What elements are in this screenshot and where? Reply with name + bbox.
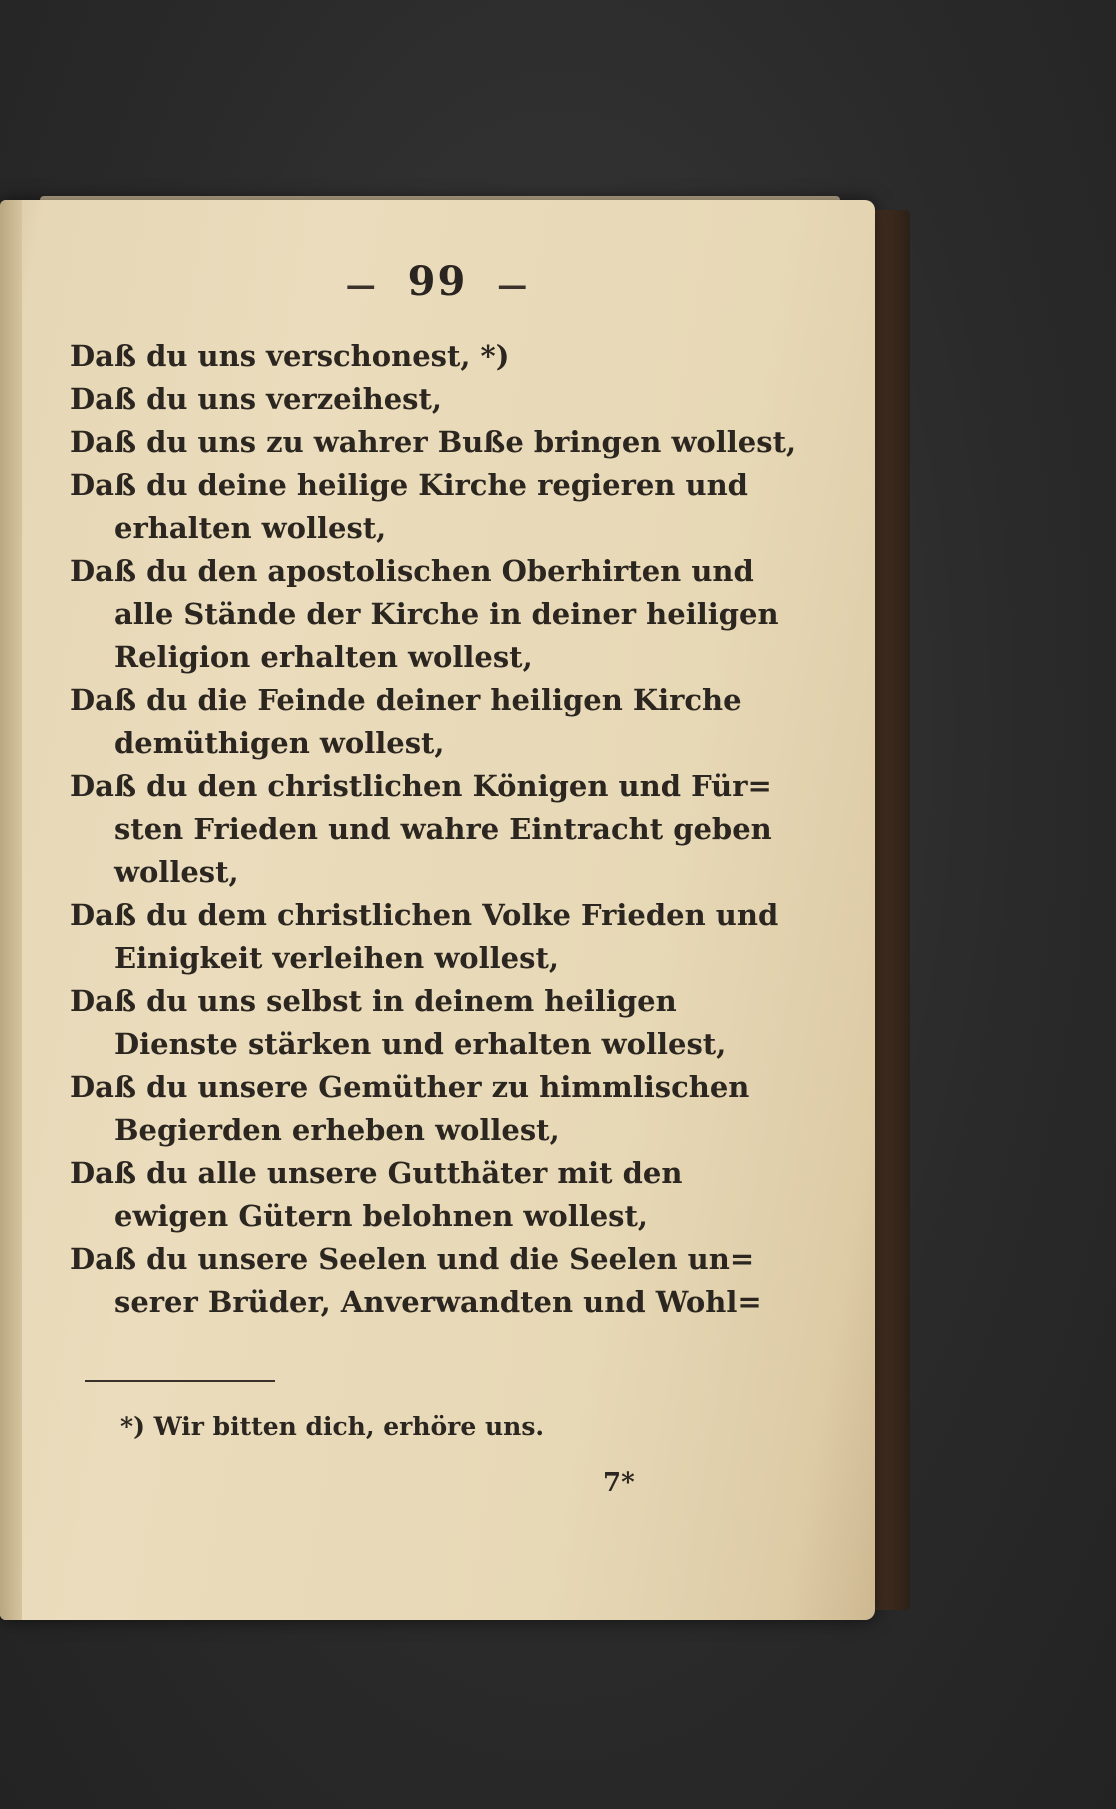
litany-text [70, 335, 797, 1324]
text-line: Daß du den apostolischen Oberhirten und [70, 554, 754, 588]
text-line: Daß du unsere Seelen und die Seelen un= [70, 1242, 755, 1276]
text-line: sten Frieden und wahre Eintracht geben [114, 812, 772, 846]
text-line: Daß du uns verzeihest, [70, 382, 442, 416]
text-line: Daß du uns zu wahrer Buße bringen wollest, [70, 425, 797, 459]
text-line: Daß du dem christlichen Volke Frieden und [70, 898, 779, 932]
text-line: Religion erhalten wollest, [114, 640, 533, 674]
text-line: Daß du uns verschonest, *) [70, 339, 510, 373]
footnote-rule [85, 1380, 275, 1382]
text-line: Daß du alle unsere Gutthäter mit den [70, 1156, 683, 1190]
page-number: 99 [407, 258, 468, 305]
text-line: Dienste stärken und erhalten wollest, [114, 1027, 727, 1061]
header-dash-right: — [497, 267, 530, 303]
text-line: Daß du den christlichen Königen und Für= [70, 769, 772, 803]
page-left-edge [0, 200, 22, 1620]
text-line: serer Brüder, Anverwandten und Wohl= [114, 1285, 762, 1319]
text-line: erhalten wollest, [114, 511, 387, 545]
text-line: Daß du unsere Gemüther zu himmlischen [70, 1070, 750, 1104]
signature-mark: 7* [603, 1468, 635, 1498]
text-line: Einigkeit verleihen wollest, [114, 941, 559, 975]
header-dash-left: — [345, 267, 378, 303]
footnote: *) Wir bitten dich, erhöre uns. [120, 1412, 545, 1441]
text-line: Daß du die Feinde deiner heiligen Kirche [70, 683, 742, 717]
text-line: Begierden erheben wollest, [114, 1113, 560, 1147]
text-line: alle Stände der Kirche in deiner heiligen [114, 597, 779, 631]
text-line: ewigen Gütern belohnen wollest, [114, 1199, 648, 1233]
text-line: Daß du uns selbst in deinem heiligen [70, 984, 677, 1018]
text-line: demüthigen wollest, [114, 726, 445, 760]
text-line: wollest, [114, 855, 239, 889]
page-header [0, 258, 875, 305]
text-line: Daß du deine heilige Kirche regieren und [70, 468, 748, 502]
